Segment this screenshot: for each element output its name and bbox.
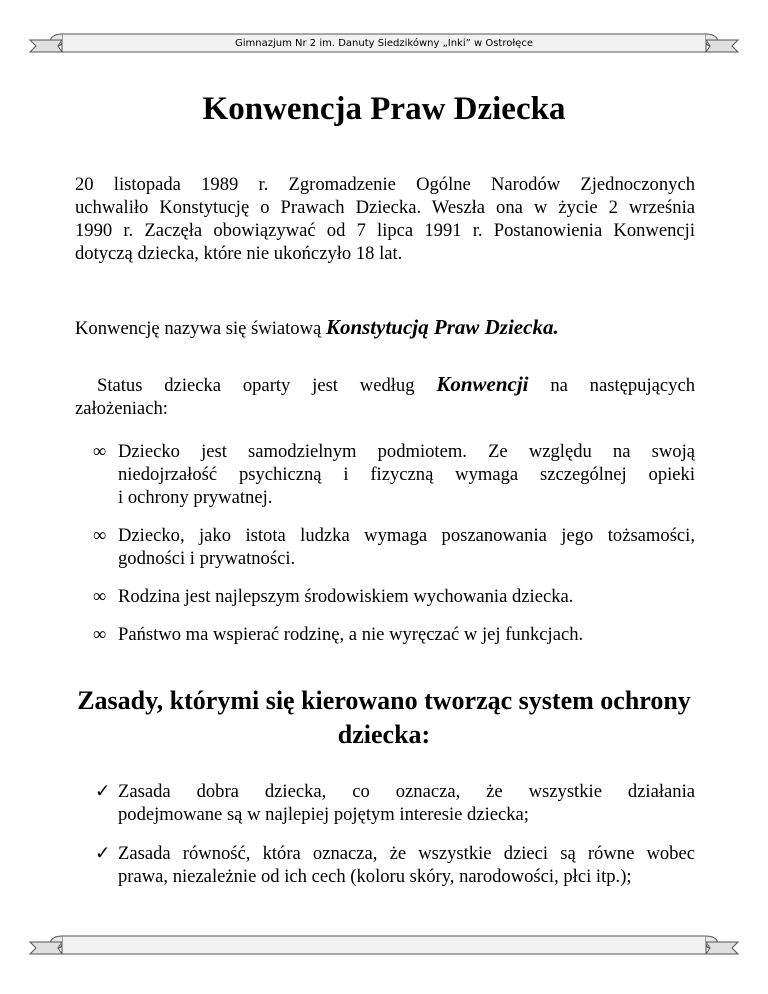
status-text: Status dziecka oparty jest według bbox=[97, 375, 437, 396]
constitution-emphasis: Konstytucją Praw Dziecka. bbox=[325, 315, 559, 339]
constitution-text: Konwencję nazywa się światową bbox=[75, 318, 326, 339]
list-item-line: prawa, niezależnie od ich cech (koloru skóry, narodowości, płci itp.); bbox=[118, 866, 632, 887]
list-item bbox=[93, 440, 695, 509]
status-line-2: założeniach: bbox=[75, 398, 168, 419]
list-item-line: Zasada dobra dziecka, co oznacza, że wszystkie działania bbox=[118, 781, 695, 802]
list-item bbox=[93, 780, 695, 826]
list-item bbox=[93, 585, 695, 608]
infinity-bullet-icon: ∞ bbox=[93, 624, 107, 645]
intro-line: 1990 r. Zaczęła obowiązywać od 7 lipca 1991 r. Postanowienia Konwencji bbox=[75, 220, 695, 241]
list-item-line: i ochrony prywatnej. bbox=[118, 487, 273, 508]
list-item-line: Dziecko jest samodzielnym podmiotem. Ze względu na swoją bbox=[118, 441, 695, 462]
list-item-line: podejmowane są w najlepiej pojętym interesie dziecka; bbox=[118, 804, 529, 825]
status-paragraph bbox=[75, 373, 695, 420]
page-title: Konwencja Praw Dziecka bbox=[202, 91, 566, 127]
principles-heading-line: Zasady, którymi się kierowano tworząc system ochrony bbox=[77, 686, 691, 715]
list-item-line: Dziecko, jako istota ludzka wymaga poszanowania jego tożsamości, bbox=[118, 525, 695, 546]
scroll-banner-graphic bbox=[22, 932, 746, 962]
footer-banner bbox=[22, 932, 746, 962]
infinity-bullet-icon: ∞ bbox=[93, 441, 107, 462]
header-school-name: Gimnazjum Nr 2 im. Danuty Siedzikówny „Inki” w Ostrołęce bbox=[235, 38, 533, 49]
list-item-line: godności i prywatności. bbox=[118, 548, 296, 569]
infinity-bullet-icon: ∞ bbox=[93, 586, 107, 607]
constitution-paragraph bbox=[75, 316, 695, 340]
intro-line: 20 listopada 1989 r. Zgromadzenie Ogólne Narodów Zjednoczonych bbox=[75, 174, 695, 195]
list-item bbox=[93, 623, 695, 646]
list-item bbox=[93, 524, 695, 570]
principles-heading-line: dziecka: bbox=[337, 720, 431, 749]
principles-heading bbox=[60, 684, 708, 752]
status-text-after: na następujących bbox=[528, 375, 695, 396]
intro-line: dotyczą dziecka, które nie ukończyło 18 lat. bbox=[75, 243, 403, 264]
list-item-line: Państwo ma wspierać rodzinę, a nie wyręczać w jej funkcjach. bbox=[118, 624, 584, 645]
infinity-bullet-icon: ∞ bbox=[93, 525, 107, 546]
intro-paragraph bbox=[75, 173, 695, 265]
intro-line: uchwaliło Konstytucję o Prawach Dziecka. Weszła ona w życie 2 września bbox=[75, 197, 695, 218]
status-line bbox=[75, 373, 695, 397]
checkmark-icon: ✓ bbox=[95, 781, 111, 802]
list-item bbox=[93, 842, 695, 888]
list-item-line: niedojrzałość psychiczną i fizyczną wymaga szczególnej opieki bbox=[118, 464, 695, 485]
status-emphasis: Konwencji bbox=[436, 372, 529, 396]
list-item-line: Rodzina jest najlepszym środowiskiem wychowania dziecka. bbox=[118, 586, 574, 607]
checkmark-icon: ✓ bbox=[95, 843, 111, 864]
list-item-line: Zasada równość, która oznacza, że wszystkie dzieci są równe wobec bbox=[118, 843, 695, 864]
